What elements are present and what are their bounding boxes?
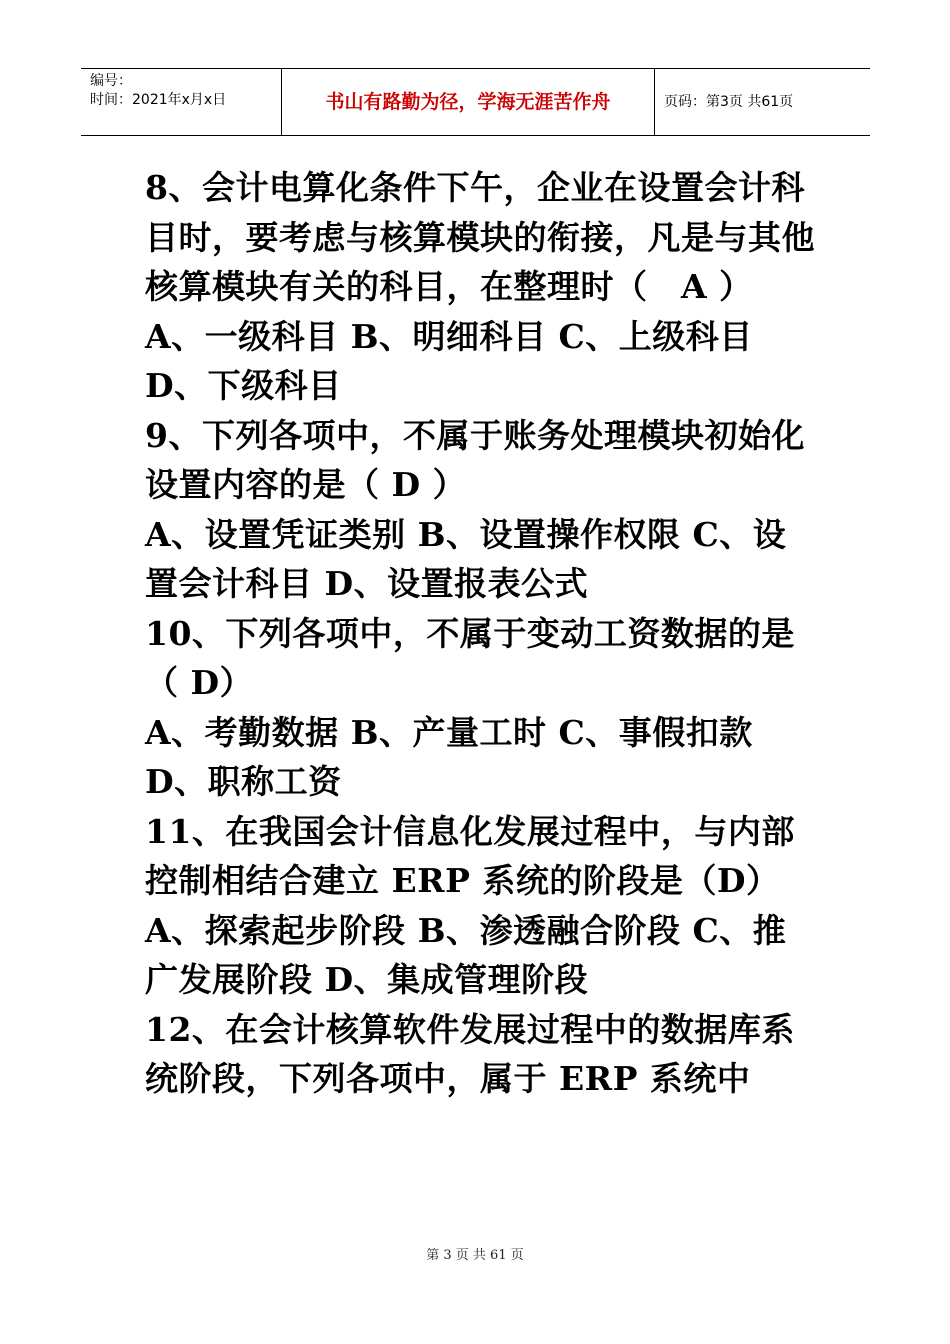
question-9-stem: 9、下列各项中，不属于账务处理模块初始化设置内容的是（ D ） xyxy=(145,415,805,504)
document-body xyxy=(145,163,815,1104)
question-9-options: A、设置凭证类别 B、设置操作权限 C、设置会计科目 D、设置报表公式 xyxy=(145,514,787,603)
header-page-number: 页码：第3页 共61页 xyxy=(664,94,794,110)
question-8-options: A、一级科目 B、明细科目 C、上级科目 D、下级科目 xyxy=(145,316,753,405)
document-number-label: 编号： xyxy=(90,73,132,89)
question-12-stem: 12、在会计核算软件发展过程中的数据库系统阶段，下列各项中，属于 ERP 系统中 xyxy=(145,1009,795,1098)
question-11-stem: 11、在我国会计信息化发展过程中，与内部控制相结合建立 ERP 系统的阶段是（D） xyxy=(145,811,795,900)
header-motto: 书山有路勤为径，学海无涯苦作舟 xyxy=(282,69,655,136)
page-header xyxy=(81,68,870,136)
page-footer: 第 3 页 共 61 页 xyxy=(426,1248,524,1263)
question-8-stem: 8、会计电算化条件下午，企业在设置会计科目时，要考虑与核算模块的衔接，凡是与其他核算模块有关的科目，在整理时（ A ） xyxy=(145,168,815,306)
header-meta xyxy=(81,69,282,136)
document-time-label: 时间：2021年x月x日 xyxy=(90,92,227,108)
question-10-stem: 10、下列各项中，不属于变动工资数据的是（ D） xyxy=(145,613,795,702)
question-11-options: A、探索起步阶段 B、渗透融合阶段 C、推广发展阶段 D、集成管理阶段 xyxy=(145,910,787,999)
question-10-options: A、考勤数据 B、产量工时 C、事假扣款 D、职称工资 xyxy=(145,712,753,801)
